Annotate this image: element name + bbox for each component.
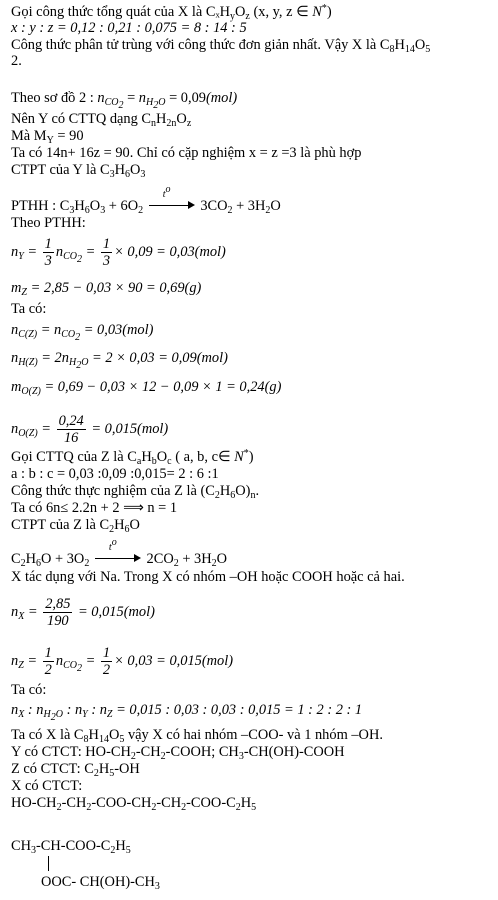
z-general-formula-line: Gọi CTTQ của Z là $C_aH_bO_c$ ( a, b, c∈ N*) [11,448,254,467]
mo-calc: $m_{O(Z)} = 0,69 - 0,03 \times 12 - 0,09 \times 1 = 0,24(g)$ [11,379,282,397]
y-structure-line: Y có CTCT: $HO-CH_2-CH_2$-COOH; $CH_3-CH(OH)$-COOH [11,744,345,762]
reaction-arrow: $t^o$ [149,196,195,212]
ny-calc: $n_Y$ = $\frac{1}{3}$ $n_{CO_2}$ = $\frac{1}{3}$ × 0,09 = 0,03(mol) [11,236,226,270]
general-formula-line: Gọi công thức tổng quát của X là $C_xH_yO_z$ (x, y, z ∈ N*) [11,3,332,22]
z-empirical-formula-line: Công thức thực nghiệm của Z là $(C_2H_6O)_n$. [11,483,260,501]
nz-calc: $n_Z$ = $\frac{1}{2}$ $n_{CO_2}$ = $\frac{1}{2}$ × 0,03 = 0,015(mol) [11,645,234,679]
z-structure-line: Z có CTCT: $C_2H_5-OH$ [11,761,140,779]
molecular-formula-line: Công thức phân tử trùng với công thức đơn giản nhất. Vậy X là $C_8H_{14}O_5$ [11,37,431,55]
x-structure-2-top: $CH_3-CH-COO-C_2H_5$ [11,838,131,856]
z-combustion-equation: $C_2H_6O + 3O_2$ $t^o$ $2CO_2 + 3H_2O$ [11,537,228,569]
y-molar-mass-line: Mà $M_Y = 90$ [11,128,84,146]
nx-calc: $n_X$ = $\frac{2,85}{190}$ = 0,015(mol) [11,596,155,630]
y-general-formula-line: Nên Y có CTTQ dạng $C_nH_{2n}O_z$ [11,111,192,129]
y-combustion-equation: PTHH : $C_3H_6O_3 + 6O_2$ $t^o$ $3CO_2 + 3H_2O$ [11,184,281,216]
equation-solve-line: Ta có 14n+ 16z = 90. Chỉ có cặp nghiệm x = z =3 là phù hợp [11,145,362,161]
theo-pthh-label: Theo PTHH: [11,215,86,231]
atom-ratio-line: x : y : z = 0,12 : 0,21 : 0,075 = 8 : 14 : 5 [11,20,247,36]
mz-calc: $m_Z = 2,85 - 0,03 \times 90 = 0,69(g)$ [11,280,202,298]
x-structure-1: $HO-CH_2-CH_2-COO-CH_2-CH_2-COO-C_2H_5$ [11,795,257,813]
molecular-formula-line-end: 2. [11,53,22,69]
z-ratio-line: a : b : c = 0,03 :0,09 :0,015= 2 : 6 :1 [11,466,219,482]
ta-co-label-2: Ta có: [11,682,47,698]
bond-line [48,856,49,871]
y-formula-line: CTPT của Y là $C_3H_6O_3$ [11,162,146,180]
nh-calc: $n_{H(Z)} = 2n_{H_2O} = 2 \times 0,03 = 0,09(mol)$ [11,350,228,371]
ta-co-label-1: Ta có: [11,301,47,317]
scheme-2-line: Theo sơ đồ 2 : $n_{CO_2} = n_{H_2O} = 0,09(mol)$ [11,90,238,111]
x-structure-label: X có CTCT: [11,778,83,794]
z-formula-line: CTPT của Z là $C_2H_6O$ [11,517,140,535]
inequality-line: Ta có 6n≤ 2.2n + 2 ⟹ n = 1 [11,500,178,516]
no-calc: $n_{O(Z)}$ = $\frac{0,24}{16}$ = 0,015(mol) [11,413,169,447]
mole-ratio-calc: $n_X$ : $n_{H_2O}$ : $n_Y$ : $n_Z = 0,015$ : 0,03 : 0,03 : 0,015 = 1 : 2 : 2 : 1 [11,702,363,723]
nc-calc: $n_{C(Z)} = n_{CO_2} = 0,03(mol)$ [11,322,154,343]
x-groups-line: Ta có X là $C_8H_{14}O_5$ vậy X có hai nhóm –COO- và 1 nhóm –OH. [11,727,383,745]
x-structure-2-bottom: OOC- $CH(OH)-CH_3$ [41,874,160,892]
reaction-arrow: $t^o$ [95,549,141,565]
na-reaction-line: X tác dụng với Na. Trong X có nhóm –OH hoặc COOH hoặc cả hai. [11,569,405,585]
